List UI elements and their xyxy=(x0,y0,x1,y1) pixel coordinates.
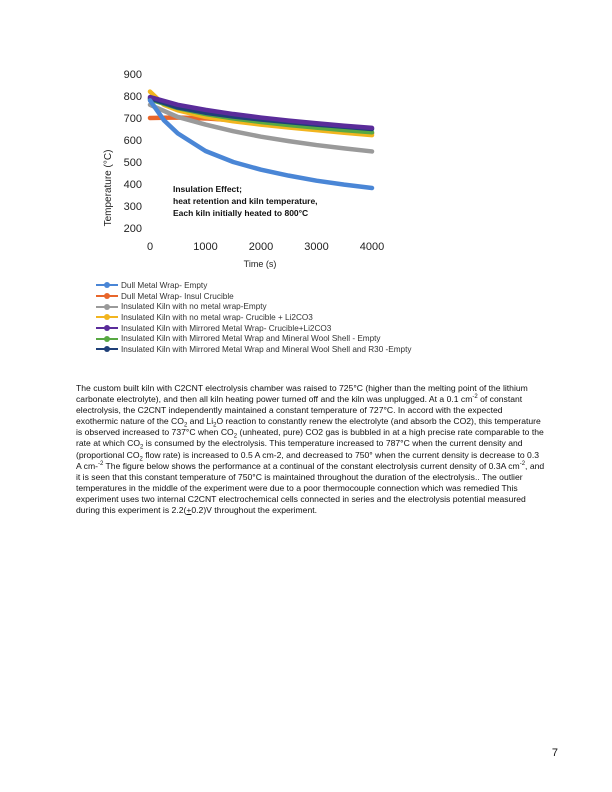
text-run-7: flow rate) is increased to 0.5 A cm-2, and decreased to 750° when the current density is decrease to 0.3 A cm- xyxy=(76,449,539,471)
chart-legend xyxy=(96,280,476,355)
x-tick-label: 1000 xyxy=(193,241,218,253)
temperature-chart xyxy=(90,62,390,280)
subscript-3: 2 xyxy=(233,434,238,441)
y-tick-label: 200 xyxy=(123,223,142,235)
annotation-line-2: heat retention and kiln temperature, xyxy=(173,196,318,206)
legend-swatch xyxy=(96,284,118,286)
plot-area xyxy=(150,92,372,188)
subscript-5: 2 xyxy=(139,456,143,463)
legend-item xyxy=(96,301,476,312)
annotation-line-1: Insulation Effect; xyxy=(173,184,242,194)
plus-minus-sign: + xyxy=(186,505,192,516)
text-run-9: , and it is seen that this constant temperature of 750°C is maintained throughout the duration of the electrolysis.. The outlier temperatures in the middle of the experiment were due to a poor thermocouple connection which was remedied This experiment uses two internal C2CNT electrochemical cells connected in series and the electrolysis potential measured during this experiment is 2.2( xyxy=(76,460,545,516)
x-tick-label: 3000 xyxy=(304,241,329,253)
legend-marker xyxy=(104,346,110,352)
text-run-8: The figure below shows the performance at a continual of the constant electrolysis current density of 0.3A cm xyxy=(103,460,520,471)
legend-item xyxy=(96,323,476,334)
y-tick-label: 400 xyxy=(123,179,142,191)
legend-item xyxy=(96,280,476,291)
subscript-1: 2 xyxy=(183,423,188,429)
y-tick-label: 600 xyxy=(123,135,142,147)
y-tick-label: 500 xyxy=(123,157,142,169)
chart-annotation xyxy=(173,184,318,218)
legend-label: Insulated Kiln with Mirrored Metal Wrap and Mineral Wool Shell and R30 -Empty xyxy=(121,344,412,354)
subscript-2: 2 xyxy=(213,423,217,429)
annotation-line-3: Each kiln initially heated to 800°C xyxy=(173,208,309,218)
legend-swatch xyxy=(96,327,118,329)
page-number: 7 xyxy=(551,747,558,759)
subscript-4: 2 xyxy=(140,445,144,452)
legend-marker xyxy=(104,282,110,288)
legend-label: Insulated Kiln with no metal wrap- Crucible + Li2CO3 xyxy=(121,312,313,322)
text-run-6: is consumed by the electrolysis. This temperature increased to 787°C when the current density and (proportional CO xyxy=(76,438,523,460)
text-run-4: O reaction to constantly renew the electrolyte (and absorb the CO2), this temperature is observed increased to 737°C when CO xyxy=(76,416,541,438)
legend-item xyxy=(96,312,476,323)
x-axis-label: Time (s) xyxy=(243,259,277,269)
text-run-2: of constant electrolysis, the C2CNT independently maintained a constant temperature of 727°C. In accord with the expected exothermic nature of the CO xyxy=(76,394,523,427)
y-tick-label: 300 xyxy=(123,201,142,213)
legend-swatch xyxy=(96,295,118,297)
x-tick-label: 4000 xyxy=(359,241,385,253)
x-tick-label: 0 xyxy=(146,241,154,253)
text-run-3: and Li xyxy=(187,416,214,427)
x-tick-label: 2000 xyxy=(248,241,274,253)
legend-marker xyxy=(104,336,110,342)
legend-marker xyxy=(104,293,110,299)
body-paragraph xyxy=(76,383,546,516)
legend-item xyxy=(96,291,476,302)
superscript-3: -2 xyxy=(519,460,526,467)
y-tick-label: 700 xyxy=(123,113,142,125)
legend-label: Dull Metal Wrap- Empty xyxy=(121,280,208,290)
superscript-2: -2 xyxy=(97,460,104,467)
superscript-1: -2 xyxy=(472,394,478,401)
legend-marker xyxy=(104,325,110,331)
legend-label: Insulated Kiln with Mirrored Metal Wrap and Mineral Wool Shell - Empty xyxy=(121,334,381,344)
y-tick-label: 800 xyxy=(123,91,142,103)
legend-swatch xyxy=(96,338,118,340)
legend-swatch xyxy=(96,306,118,308)
y-axis-ticks xyxy=(124,69,142,235)
text-run-1: The custom built kiln with C2CNT electrolysis chamber was raised to 725°C (higher than the melting point of the lithium carbonate electrolyte), and then all kiln heating power turned off and the kiln was unplugged. At a 0.1 cm xyxy=(76,383,528,405)
legend-swatch xyxy=(96,316,118,318)
text-run-10: 0.2)V throughout the experiment. xyxy=(191,505,318,516)
legend-marker xyxy=(104,304,110,310)
paragraph-text xyxy=(76,383,546,516)
legend-label: Insulated Kiln with Mirrored Metal Wrap- Crucible+Li2CO3 xyxy=(121,323,332,333)
chart-svg xyxy=(90,62,390,280)
legend-item xyxy=(96,344,476,355)
y-axis-label: Temperature (°C) xyxy=(103,149,114,227)
text-run-5: (unheated, pure) CO2 gas is bubbled in at a high precise rate comparable to the rate at which CO xyxy=(76,427,544,449)
legend-label: Dull Metal Wrap- Insul Crucible xyxy=(121,291,234,301)
legend-swatch xyxy=(96,348,118,350)
y-tick-label: 900 xyxy=(123,69,142,81)
x-axis-ticks xyxy=(147,241,384,253)
legend-marker xyxy=(104,314,110,320)
legend-item xyxy=(96,333,476,344)
legend-label: Insulated Kiln with no metal wrap-Empty xyxy=(121,302,267,312)
